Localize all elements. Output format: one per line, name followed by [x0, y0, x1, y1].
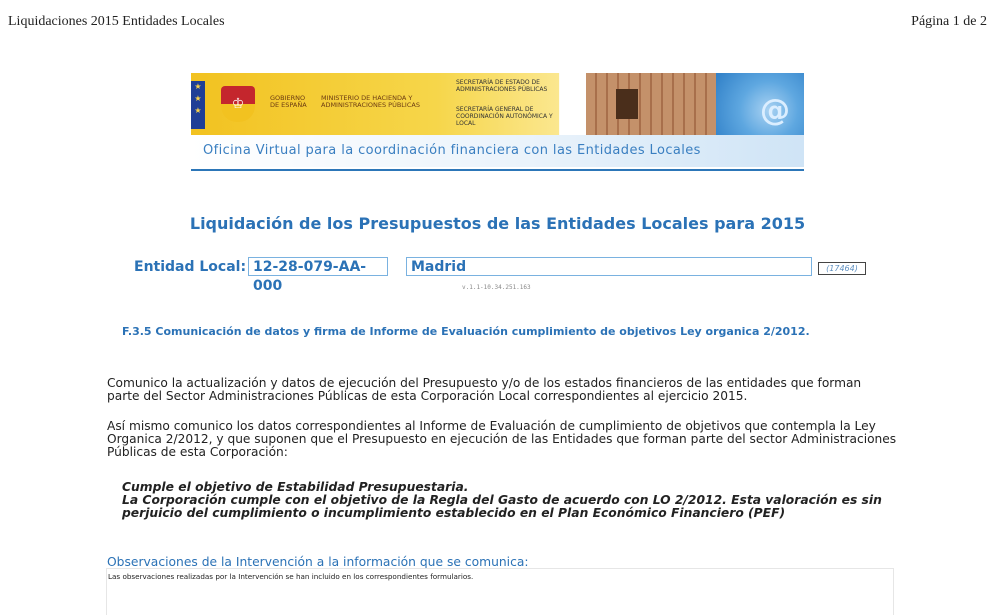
- eu-flag-icon: ★ ★ ★: [191, 81, 205, 129]
- entity-name-field: Madrid: [406, 257, 812, 276]
- office-banner: [191, 73, 804, 171]
- coat-of-arms-icon: [221, 86, 255, 122]
- paragraph-informe: Así mismo comunico los datos correspondientes al Informe de Evaluación de cumplimiento de objetivos que contempla la Ley Organica 2/2012, y que suponen que el Presupuesto en ejecución de las Entidades que forman parte del sector Administraciones Públicas de esta Corporación:: [107, 419, 897, 459]
- page-title: Liquidación de los Presupuestos de las Entidades Locales para 2015: [189, 214, 806, 233]
- banner-logos: [191, 73, 804, 135]
- at-sign-graphic: [716, 73, 804, 135]
- entity-label: Entidad Local:: [134, 259, 247, 275]
- finding-estabilidad: Cumple el objetivo de Estabilidad Presupuestaria.: [122, 480, 469, 494]
- gobierno-label: GOBIERNO DE ESPAÑA: [270, 94, 307, 109]
- entity-code-field: 12-28-079-AA-000: [248, 257, 388, 276]
- banner-subtitle-bar: [191, 135, 804, 167]
- entity-id-badge: (17464): [818, 262, 866, 275]
- section-heading: F.3.5 Comunicación de datos y firma de Informe de Evaluación cumplimiento de objetivos Ley organica 2/2012.: [122, 325, 810, 338]
- ministerio-label: MINISTERIO DE HACIENDA Y ADMINISTRACIONES PÚBLICAS: [321, 94, 420, 109]
- print-header-title: Liquidaciones 2015 Entidades Locales: [8, 14, 225, 29]
- secretaria-general-label: SECRETARÍA GENERAL DE COORDINACIÓN AUTONÓMICA Y LOCAL: [456, 106, 553, 127]
- paragraph-comunicacion: Comunico la actualización y datos de ejecución del Presupuesto y/o de los estados financieros de las entidades que forman parte del Sector Administraciones Públicas de esta Corporación Local correspondientes al ejercicio 2015.: [107, 376, 862, 403]
- version-label: v.1.1-10.34.251.163: [462, 284, 531, 291]
- print-header: [8, 14, 987, 34]
- banner-subtitle: Oficina Virtual para la coordinación financiera con las Entidades Locales: [203, 143, 701, 158]
- page-number: Página 1 de 2: [911, 14, 987, 29]
- observaciones-heading: Observaciones de la Intervención a la información que se comunica:: [107, 555, 529, 569]
- at-icon: @: [760, 93, 790, 128]
- observaciones-text: Las observaciones realizadas por la Intervención se han incluido en los correspondientes formularios.: [108, 572, 474, 581]
- secretaria-estado-label: SECRETARÍA DE ESTADO DE ADMINISTRACIONES PÚBLICAS: [456, 79, 548, 93]
- findings-block: [122, 481, 882, 520]
- finding-regla-gasto: La Corporación cumple con el objetivo de la Regla del Gasto de acuerdo con LO 2/2012. Esta valoración es sin perjuicio del cumplimiento o incumplimiento establecido en el Plan Económico Financiero (PEF): [122, 493, 882, 520]
- building-photo: [586, 73, 716, 135]
